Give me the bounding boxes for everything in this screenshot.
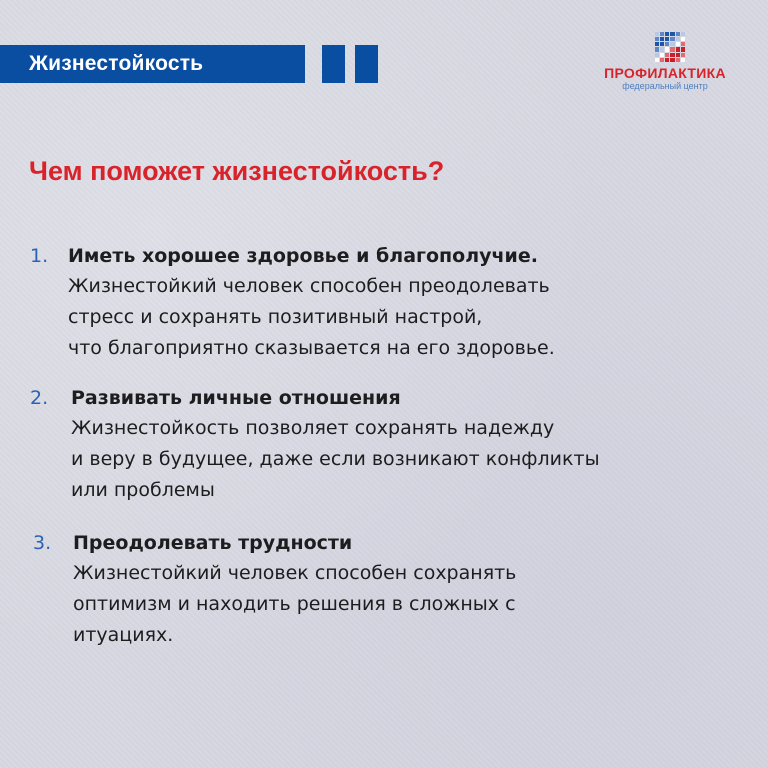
logo-grid-cell: [670, 37, 674, 41]
item-text: [68, 271, 555, 364]
item-title: Иметь хорошее здоровье и благополучие.: [68, 245, 538, 267]
logo-grid-cell: [681, 53, 685, 57]
logo-grid-cell: [660, 42, 664, 46]
logo-grid-cell: [676, 37, 680, 41]
logo-grid-cell: [676, 58, 680, 62]
logo: [585, 32, 745, 102]
logo-grid-cell: [665, 53, 669, 57]
logo-grid-cell: [655, 42, 659, 46]
logo-grid-cell: [681, 32, 685, 36]
logo-grid-cell: [670, 32, 674, 36]
logo-grid-cell: [676, 53, 680, 57]
item-text-line: Жизнестойкий человек способен преодолевать: [68, 275, 550, 297]
logo-grid-cell: [655, 47, 659, 51]
logo-grid-cell: [655, 32, 659, 36]
logo-grid-cell: [660, 47, 664, 51]
logo-grid-cell: [665, 37, 669, 41]
item-text-line: или проблемы: [71, 479, 215, 501]
item-text-line: и веру в будущее, даже если возникают конфликты: [71, 448, 600, 470]
logo-grid-cell: [665, 47, 669, 51]
logo-grid-cell: [681, 37, 685, 41]
logo-grid-cell: [655, 58, 659, 62]
page-title: Чем поможет жизнестойкость?: [29, 156, 445, 186]
logo-grid-cell: [665, 32, 669, 36]
logo-grid-cell: [660, 53, 664, 57]
logo-grid-cell: [655, 53, 659, 57]
item-title: Развивать личные отношения: [71, 387, 401, 409]
decorative-bar: [322, 45, 345, 83]
item-title: Преодолевать трудности: [73, 532, 353, 554]
logo-grid-icon: [655, 32, 685, 62]
logo-grid-cell: [665, 58, 669, 62]
item-text: [73, 558, 516, 651]
item-text: [71, 413, 600, 506]
item-text-line: что благоприятно сказывается на его здоровье.: [68, 337, 555, 359]
decorative-bar: [355, 45, 378, 83]
item-text-line: итуациях.: [73, 624, 174, 646]
item-text-line: стресс и сохранять позитивный настрой,: [68, 306, 483, 328]
logo-name: ПРОФИЛАКТИКА: [604, 65, 726, 81]
logo-grid-cell: [681, 42, 685, 46]
logo-grid-cell: [660, 58, 664, 62]
logo-grid-cell: [676, 32, 680, 36]
logo-grid-cell: [655, 37, 659, 41]
item-number: 2.: [30, 387, 49, 409]
item-text-line: оптимизм и находить решения в сложных с: [73, 593, 516, 615]
logo-subtitle: федеральный центр: [622, 81, 708, 91]
banner-title: Жизнестойкость: [29, 52, 204, 75]
item-text-line: Жизнестойкость позволяет сохранять надежду: [71, 417, 555, 439]
item-number: 1.: [30, 245, 49, 267]
logo-grid-cell: [670, 47, 674, 51]
logo-grid-cell: [676, 42, 680, 46]
item-text-line: Жизнестойкий человек способен сохранять: [73, 562, 517, 584]
header-banner: [0, 45, 305, 83]
logo-grid-cell: [660, 37, 664, 41]
logo-grid-cell: [681, 47, 685, 51]
logo-grid-cell: [676, 47, 680, 51]
logo-grid-cell: [670, 53, 674, 57]
logo-grid-cell: [670, 42, 674, 46]
logo-grid-cell: [660, 32, 664, 36]
item-number: 3.: [33, 532, 52, 554]
logo-grid-cell: [665, 42, 669, 46]
logo-grid-cell: [681, 58, 685, 62]
logo-grid-cell: [670, 58, 674, 62]
